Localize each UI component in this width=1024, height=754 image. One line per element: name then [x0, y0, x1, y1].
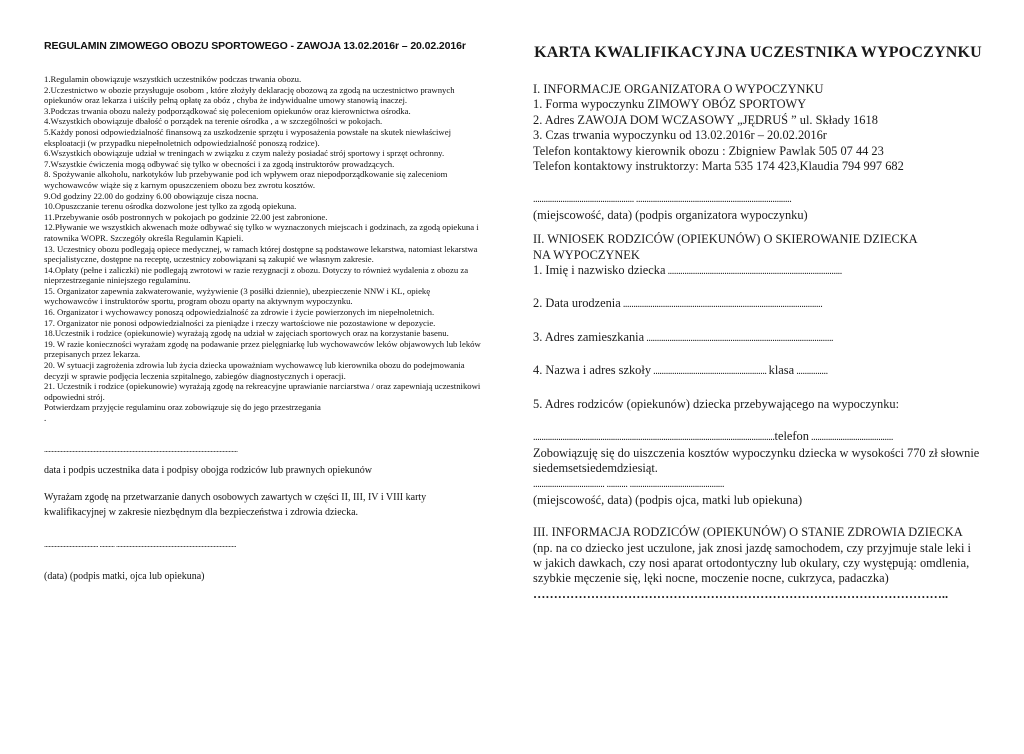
regulations-title: REGULAMIN ZIMOWEGO OBOZU SPORTOWEGO - ZAWOJA 13.02.2016r – 20.02.2016r: [44, 40, 466, 52]
regulations-list: [44, 74, 486, 413]
child-name-field[interactable]: [533, 263, 983, 279]
rule-item: 13. Uczestnicy obozu podlegają opiece medycznej, w ramach której dostępne są podstawowe lekarstwa, natomiast lekarstwa specjalistyczne, dostępne na receptę, uczestnicy zobowiązani są zakupić we własnym zakresie.: [44, 243, 478, 265]
health-answer-dots: ………………………………………………………………………………………..: [533, 586, 949, 601]
parents-address-dots: ...................................................................................................................: [533, 432, 775, 444]
phone-manager: Telefon kontaktowy kierownik obozu : Zbigniew Pawlak 505 07 44 23: [533, 143, 884, 158]
rule-item: 1.Regulamin obowiązuje wszystkich uczestników podczas trwania obozu.: [44, 74, 302, 84]
dob-dots: ...............................................................................................: [620, 299, 823, 311]
signature-line-participant: .................................................................................................................................: [44, 445, 238, 454]
residence-dots: .........................................................................................: [644, 332, 834, 344]
section2-heading: II. WNIOSEK RODZICÓW (OPIEKUNÓW) O SKIEROWANIE DZIECKA: [533, 232, 918, 247]
school-dots: ......................................................: [651, 366, 769, 378]
rule-item: 5.Każdy ponosi odpowiedzialność finansową za uszkodzenie sprzętu i wyposażenia powstałe na skutek niewłaściwej eksploatacji (w przypadku niepełnoletnich odpowiedzialność ponoszą rodzice).: [44, 126, 451, 148]
rule-item: 20. W sytuacji zagrożenia zdrowia lub życia dziecka upoważniam wychowawcę lub kierownika obozu do podejmowania decyzji w sprawie podjęcia leczenia szpitalnego, zabiegów diagnostycznych i operacji.: [44, 360, 465, 381]
rule-item: 7.Wszystkie ćwiczenia mogą odbywać się tylko w obecności i za zgodą instruktorów prowadzących.: [44, 158, 395, 169]
rule-item: 16. Organizator i wychowawcy ponoszą odpowiedzialność za zdrowie i życie powierzonych im niepełnoletnich.: [44, 307, 435, 318]
phone-label: telefon: [774, 429, 809, 444]
cost-commitment: Zobowiązuję się do uiszczenia kosztów wypoczynku dziecka w wysokości 770 zł słownie siedemsetsiedemdziesiąt.: [533, 445, 980, 475]
rule-item: 17. Organizator nie ponosi odpowiedzialności za pieniądze i rzeczy wartościowe nie pozostawione w depozycie.: [44, 317, 436, 328]
qualification-card-column: [533, 44, 983, 602]
section2-heading-cont: NA WYPOCZYNEK: [533, 247, 640, 262]
child-name-dots: ...................................................................................: [665, 266, 842, 278]
rule-item: 19. W razie konieczności wyrażam zgodę na podawanie przez pielęgniarkę lub wychowawców leków objawowych lub leków przepisanych przez lekarza.: [44, 338, 481, 360]
section3-heading: III. INFORMACJA RODZICÓW (OPIEKUNÓW) O STANIE ZDROWIA DZIECKA: [533, 525, 963, 540]
organizer-signature-caption: (miejscowość, data) (podpis organizatora wypoczynku): [533, 207, 808, 222]
phone-dots: .......................................: [808, 432, 893, 444]
rule-item: 12.Pływanie we wszystkich akwenach może odbywać się tylko w wyznaczonych miejscach i godzinach, za zgodą opiekuna i ratownika WOPR. Szczegóły określa Regulamin Kąpieli.: [44, 222, 479, 243]
health-answer-field[interactable]: [533, 587, 983, 602]
residence-field[interactable]: [533, 330, 983, 346]
residence-label: 3. Adres zamieszkania: [533, 329, 645, 344]
stray-dot: .: [44, 413, 47, 423]
rule-item: 9.Od godziny 22.00 do godziny 6.00 obowiązuje cisza nocna.: [44, 190, 259, 201]
organizer-signature-dots: ................................................ ..........................................................................: [533, 194, 792, 206]
rule-item: 11.Przebywanie osób postronnych w pokojach po godzinie 22.00 jest zabronione.: [44, 211, 328, 222]
section1-heading: I. INFORMACJE ORGANIZATORA O WYPOCZYNKU: [533, 82, 824, 96]
organizer-duration: 3. Czas trwania wypoczynku od 13.02.2016r – 20.02.2016r: [533, 128, 827, 143]
rule-item: 4.Wszystkich obowiązuje dbałość o porządek na terenie ośrodka , a w szczególności w pokojach.: [44, 116, 383, 127]
dob-field[interactable]: [533, 296, 983, 312]
phone-instructors: Telefon kontaktowy instruktorzy: Marta 535 174 423,Klaudia 794 997 682: [533, 159, 904, 174]
rule-item: 14.Opłaty (pełne i zaliczki) nie podlegają zwrotowi w razie rezygnacji z obozu. Dotyczy to również wydalenia z obozu za nieprzestrzeganie niniejszego regulaminu.: [44, 264, 469, 286]
organizer-form: 1. Forma wypoczynku ZIMOWY OBÓZ SPORTOWY: [533, 97, 807, 112]
dob-label: 2. Data urodzenia: [533, 296, 621, 311]
regulations-column: [44, 40, 486, 583]
signature-caption-participant: data i podpis uczestnika data i podpisy obojga rodziców lub prawnych opiekunów: [44, 465, 372, 476]
rule-item: 8. Spożywanie alkoholu, narkotyków lub przebywanie pod ich wpływem oraz niepodporządkowanie się zaleceniom wychowawców wiąże się z karnym opuszczeniem obozu bez zwrotu kosztów.: [44, 169, 448, 190]
rule-item: 15. Organizator zapewnia zakwaterowanie, wyżywienie (3 posiłki dziennie), ubezpieczenie NNW i KL, opiekę wychowawców i instruktorów sportu, program obozu oparty na aktywnym wypoczynku.: [44, 285, 431, 307]
parents-address-label: 5. Adres rodziców (opiekunów) dziecka przebywającego na wypoczynku:: [533, 396, 900, 411]
rule-item: 10.Opuszczanie terenu ośrodka dozwolone jest tylko za zgodą opiekuna.: [44, 201, 297, 212]
parent-signature-dots: .................................. .......... .............................................: [533, 479, 725, 491]
rule-item: 21. Uczestnik i rodzice (opiekunowie) wyrażają zgodę na rekreacyjne uprawianie narciarstwa / oraz zapewniają uczestnikowi odpowiedni strój.: [44, 381, 481, 402]
organizer-address: 2. Adres ZAWOJA DOM WCZASOWY „JĘDRUŚ ” ul. Składy 1618: [533, 112, 878, 127]
rule-item: Potwierdzam przyjęcie regulaminu oraz zobowiązuje się do jego przestrzegania: [44, 402, 321, 413]
school-label: 4. Nazwa i adres szkoły: [533, 363, 652, 378]
health-question: (np. na co dziecko jest uczulone, jak znosi jazdę samochodem, czy przyjmuje stale leki i w jakich dawkach, czy nosi aparat ortodontyczny lub okulary, czy występują: omdlenia, szybkie męczenie się, lęki nocne, moczenie nocne, cukrzyca, padaczka): [533, 540, 971, 586]
rule-item: 2.Uczestnictwo w obozie przysługuje osobom , które złożyły deklarację obozową za zgodą na uczestnictwo prawnych opiekunów oraz lekarza i uiściły pełną opłatę za obóz , chyba że indywidualne umowy stanowią inaczej.: [44, 84, 455, 106]
signature-caption-parent: (data) (podpis matki, ojca lub opiekuna): [44, 571, 205, 582]
parents-address-field[interactable]: [533, 429, 983, 445]
child-name-label: 1. Imię i nazwisko dziecka: [533, 263, 666, 278]
signature-line-parent: .................................... .......... ................................................................................: [44, 540, 236, 549]
rule-item: 6.Wszystkich obowiązuje udział w treningach w związku z czym należy posiadać strój sportowy i sprzęt ochronny.: [44, 148, 445, 159]
school-field[interactable]: [533, 363, 983, 379]
parent-signature-caption: (miejscowość, data) (podpis ojca, matki lub opiekuna): [533, 492, 803, 507]
class-label: klasa: [768, 363, 795, 378]
class-dots: ...............: [794, 366, 828, 378]
card-title: KARTA KWALIFIKACYJNA UCZESTNIKA WYPOCZYNKU: [534, 44, 982, 61]
rule-item: 3.Podczas trwania obozu należy podporządkować się poleceniom opiekunów oraz kierownictwa ośrodka.: [44, 105, 411, 116]
data-processing-consent: Wyrażam zgodę na przetwarzanie danych osobowych zawartych w części II, III, IV i VIII karty kwalifikacyjnej w zakresie niezbędnym dla bezpieczeństwa i zdrowia dziecka.: [44, 492, 427, 518]
rule-item: 18.Uczestnik i rodzice (opiekunowie) wyrażają zgodę na udział w zajęciach sportowych oraz na korzystanie basenu.: [44, 328, 449, 339]
